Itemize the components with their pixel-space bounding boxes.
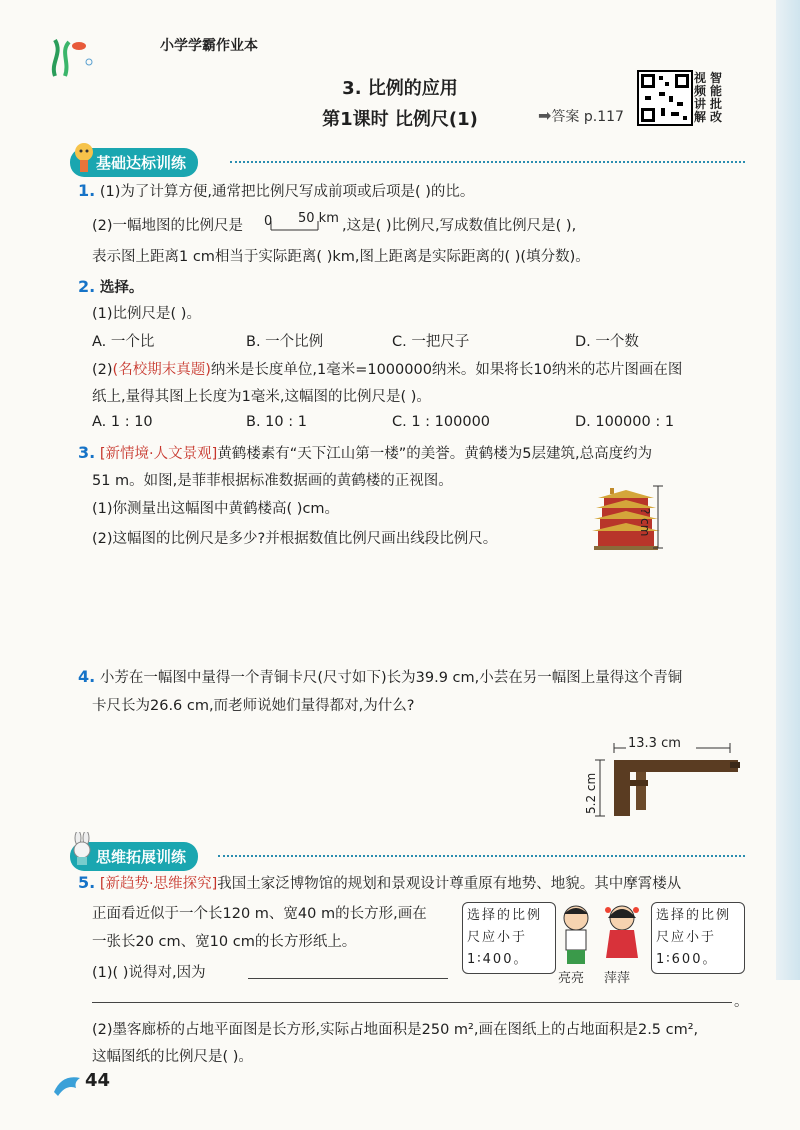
q2-sub1-option-a: A. 一个比 (92, 334, 155, 350)
bronze-caliper-image (606, 740, 746, 820)
q5-sub2: (2)墨客廊桥的占地平面图是长方形,实际占地面积是250 m²,画在图纸上的占地面积是2.5 cm², (92, 1022, 699, 1038)
q2-sub1: (1)比例尺是( )。 (92, 306, 201, 322)
page-edge-band (776, 0, 800, 980)
tower-height-dimension-icon (649, 484, 669, 550)
q5-tag: [新趋势·思维探究] (99, 876, 218, 892)
q5-sub1-answer-line-2[interactable] (92, 1002, 732, 1003)
section-basic-divider (230, 161, 745, 163)
q1 (78, 180, 474, 201)
cartoon-rabbit-icon (68, 832, 96, 866)
q2-sub2-option-d: D. 100000 : 1 (575, 414, 675, 430)
q1-part2: (2)一幅地图的比例尺是 (92, 218, 244, 234)
q4-line1: 小芳在一幅图中量得一个青铜卡尺(尺寸如下)长为39.9 cm,小芸在另一幅图上量得这个青铜 (99, 670, 683, 686)
q3-tag: [新情境·人文景观] (99, 446, 218, 462)
q2-sub2-option-b: B. 10 : 1 (246, 414, 307, 430)
section-extend-label: 思维拓展训练 (70, 842, 198, 871)
q2-sub2-option-c: C. 1 : 100000 (392, 414, 491, 430)
q2-sub1-option-d: D. 一个数 (575, 334, 639, 350)
child-name-pingping: 萍萍 (604, 971, 631, 986)
q3-number: 3. (78, 443, 96, 462)
qr-label-right: 智 能 批 改 (710, 71, 723, 124)
section-extend-divider (218, 855, 745, 857)
q5-line2: 正面看近似于一个长120 m、宽40 m的长方形,画在 (92, 906, 427, 922)
q5-line1: 我国土家泛博物馆的规划和景观设计尊重原有地势、地貌。其中摩霄楼从 (217, 876, 682, 892)
qr-code-icon[interactable] (637, 70, 693, 126)
tower-height-label: ? cm (638, 508, 652, 537)
q5-sub2-line2: 这幅图纸的比例尺是( )。 (92, 1049, 253, 1065)
q2 (78, 276, 143, 297)
girl-pingping-icon (600, 902, 644, 970)
q4 (78, 666, 682, 687)
q2-sub2-option-a: A. 1 : 10 (92, 414, 153, 430)
page-number: 44 (85, 1070, 111, 1091)
q5 (78, 872, 681, 893)
book-title: 小学学霸作业本 (160, 38, 258, 54)
q3-sub2: (2)这幅图的比例尺是多少?并根据数值比例尺画出线段比例尺。 (92, 531, 498, 547)
q2-number: 2. (78, 277, 96, 296)
child-name-liangliang: 亮亮 (558, 971, 585, 986)
q4-number: 4. (78, 667, 96, 686)
q5-sub1: (1)( )说得对,因为 (92, 965, 206, 981)
q4-line2: 卡尺长为26.6 cm,而老师说她们量得都对,为什么? (92, 698, 415, 714)
q2-sub1-option-c: C. 一把尺子 (392, 334, 470, 350)
caliper-width-label: 13.3 cm (628, 736, 681, 751)
q5-line3: 一张长20 cm、宽10 cm的长方形纸上。 (92, 934, 357, 950)
cartoon-pencil-icon (70, 140, 98, 174)
dolphin-icon (52, 1070, 86, 1100)
boy-liangliang-icon (554, 902, 598, 970)
chapter-title: 3. 比例的应用 (342, 78, 458, 99)
q5-sub1-answer-line[interactable] (248, 978, 448, 979)
q5-line-end-mark: 。 (734, 994, 749, 1010)
q3-line1: 黄鹤楼素有“天下江山第一楼”的美誉。黄鹤楼为5层建筑,总高度约为 (217, 446, 653, 462)
q2-sub1-option-b: B. 一个比例 (246, 334, 324, 350)
line-scale-graphic: 0 50 km (262, 208, 350, 232)
seaweed-fish-logo-icon (45, 32, 145, 77)
q3 (78, 442, 652, 463)
caliper-height-label: 5.2 cm (584, 772, 598, 814)
answer-reference: ➡答案 p.117 (538, 106, 624, 125)
q2-sub2: (2)(名校期末真题)纳米是长度单位,1毫米=1000000纳米。如果将长10纳米的芯片图画在图 (92, 362, 683, 378)
q5-number: 5. (78, 873, 96, 892)
q3-line2: 51 m。如图,是菲菲根据标准数据画的黄鹤楼的正视图。 (92, 473, 453, 489)
q1-part2-continued: ,这是( )比例尺,写成数值比例尺是( ), (342, 218, 577, 234)
q2-title: 选择。 (99, 280, 144, 296)
q2-sub2-line2: 纸上,量得其图上长度为1毫米,这幅图的比例尺是( )。 (92, 389, 431, 405)
q2-sub2-tag: (名校期末真题) (112, 362, 211, 378)
q3-sub1: (1)你测量出这幅图中黄鹤楼高( )cm。 (92, 501, 340, 517)
q1-part2-line2: 表示图上距离1 cm相当于实际距离( )km,图上距离是实际距离的( )(填分数)。 (92, 249, 590, 265)
section-basic-label: 基础达标训练 (70, 148, 198, 177)
q1-part1: (1)为了计算方便,通常把比例尺写成前项或后项是( )的比。 (99, 184, 475, 200)
speech-bubble-pingping: 选择的比例尺应小于1∶600。 (651, 902, 745, 974)
lesson-subtitle: 第1课时 比例尺(1) (322, 109, 478, 130)
qr-label-left: 视 频 讲 解 (694, 71, 707, 124)
speech-bubble-liangliang: 选择的比例尺应小于1∶400。 (462, 902, 556, 974)
arrow-right-icon: ➡ (538, 106, 552, 125)
q1-number: 1. (78, 181, 96, 200)
